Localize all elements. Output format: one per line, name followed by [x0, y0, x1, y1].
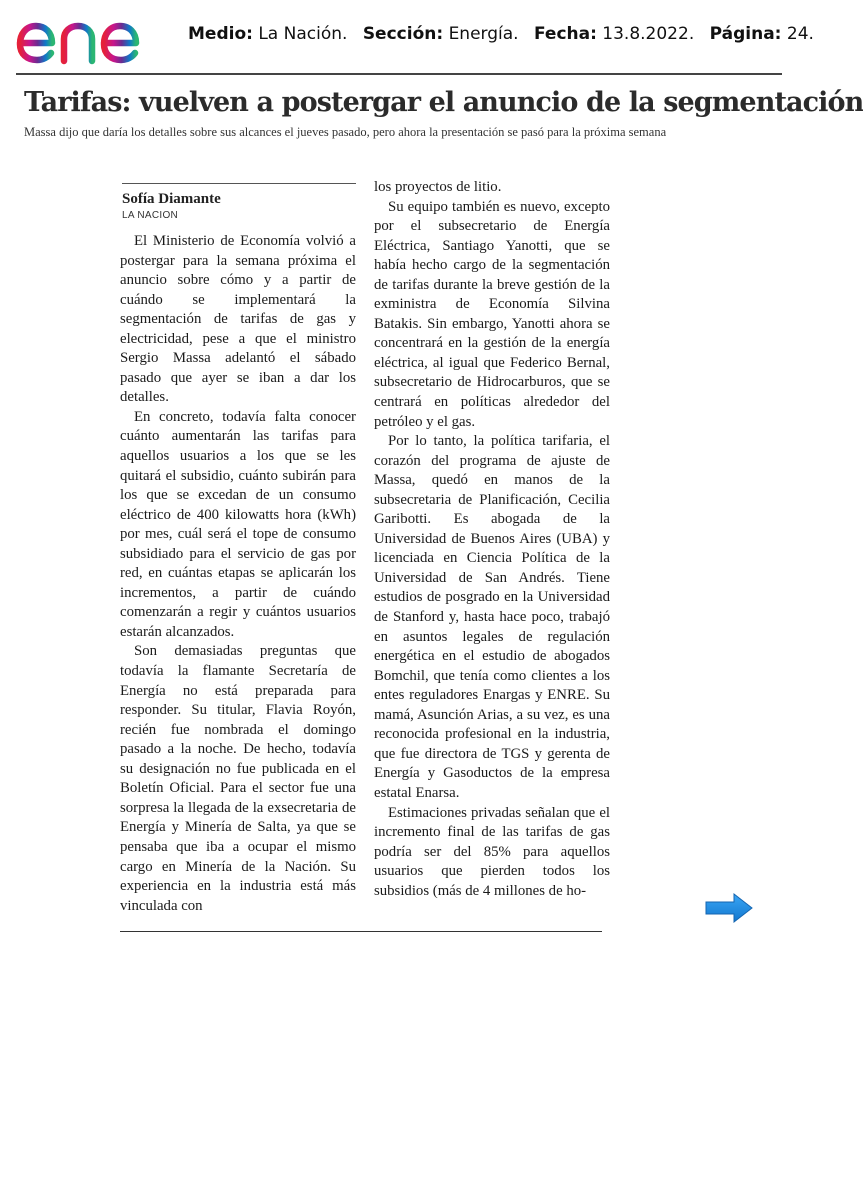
medio-value: La Nación. — [258, 24, 348, 44]
paragraph: Estimaciones privadas señalan que el incremento final de las tarifas de gas podría ser del 85% para aquellos usuarios que pierden todos los subsidios (más de 4 millones de ho- — [374, 804, 610, 899]
fecha-label: Fecha: — [533, 24, 597, 44]
seccion-value: Energía. — [448, 24, 519, 44]
article-headline: Tarifas: vuelven a postergar el anuncio de la segmentación — [24, 87, 863, 118]
header-divider — [16, 73, 782, 75]
paragraph: En concreto, todavía falta conocer cuánto aumentarán las tarifas para aquellos usuarios a los que se les quitará el subsidio, cuánto subirán para los que se excedan de un consumo eléctrico de 400 kilowatts hora (kWh) por mes, cuál será el tope de consumo subsidiado para el servicio de gas por red, en cuántas etapas se aplicarán los incrementos, a partir de cuándo comenzarán a regir y cuántos usuarios estarán alcanzados. — [120, 408, 356, 640]
enel-logo — [16, 8, 168, 66]
paragraph: El Ministerio de Economía volvió a postergar para la semana próxima el anuncio sobre cómo y a partir de cuándo se implementará la segmentación de tarifas de gas y electricidad, pese a que el ministro Sergio Massa adelantó el sábado pasado que ayer se iban a dar los detalles. — [120, 233, 356, 406]
paragraph: Su equipo también es nuevo, excepto por el subsecretario de Energía Eléctrica, Santiago Yanotti, que se había hecho cargo de la segmentación de tarifas durante la breve gestión de la exministra de Economía Silvina Batakis. Sin embargo, Yanotti ahora se concentrará en la gestión de la energía eléctrica, al igual que Federico Bernal, subsecretario de Hidrocarburos, que se centrará en políticas alrededor del petróleo y el gas. — [374, 198, 610, 430]
article-column-left — [120, 232, 356, 916]
article-subhead: Massa dijo que daría los detalles sobre sus alcances el jueves pasado, pero ahora la presentación se pasó para la próxima semana — [24, 125, 667, 139]
paragraph: Son demasiadas preguntas que todavía la flamante Secretaría de Energía no está preparada para responder. Su titular, Flavia Royón, recién fue nombrada el domingo pasado a la noche. De hecho, todavía su designación no fue publicada en el Boletín Oficial. Para el sector fue una sorpresa la llegada de la exsecretaria de Energía y Minería de Salta, ya que se pensaba que iba a ocupar el mismo cargo en Minería de la Nación. Su experiencia en la industria está más vinculada con — [120, 643, 356, 914]
paragraph: los proyectos de litio. — [374, 179, 502, 195]
fecha-value: 13.8.2022. — [602, 24, 695, 44]
arrow-right-icon[interactable] — [704, 892, 754, 924]
medio-label: Medio: — [188, 24, 253, 44]
article-author: Sofía Diamante — [122, 191, 221, 207]
article-outlet: LA NACION — [122, 210, 179, 221]
seccion-label: Sección: — [362, 24, 444, 44]
publication-meta — [188, 24, 814, 44]
pagina-label: Página: — [709, 24, 782, 44]
article-column-right — [374, 178, 610, 901]
byline-divider — [122, 183, 356, 184]
paragraph: Por lo tanto, la política tarifaria, el corazón del programa de ajuste de Massa, quedó en manos de la subsecretaria de Planificación, Cecilia Garibotti. Es abogada de la Universidad de Buenos Aires (UBA) y licenciada en Ciencia Política de la Universidad de San Andrés. Tiene estudios de posgrado en la Universidad de Stanford y, hasta hace poco, trabajó en asuntos legales de regulación energética en el estudio de abogados Bomchil, que tenía como clientes a los entes reguladores Enargas y ENRE. Su mamá, Asunción Arias, a su vez, es una reconocida profesional en la industria, que fue directora de TGS y gerenta de Energía y Gasoductos de la empresa estatal Enarsa. — [374, 433, 610, 801]
pagina-value: 24. — [786, 24, 814, 44]
article-end-rule — [120, 931, 602, 932]
